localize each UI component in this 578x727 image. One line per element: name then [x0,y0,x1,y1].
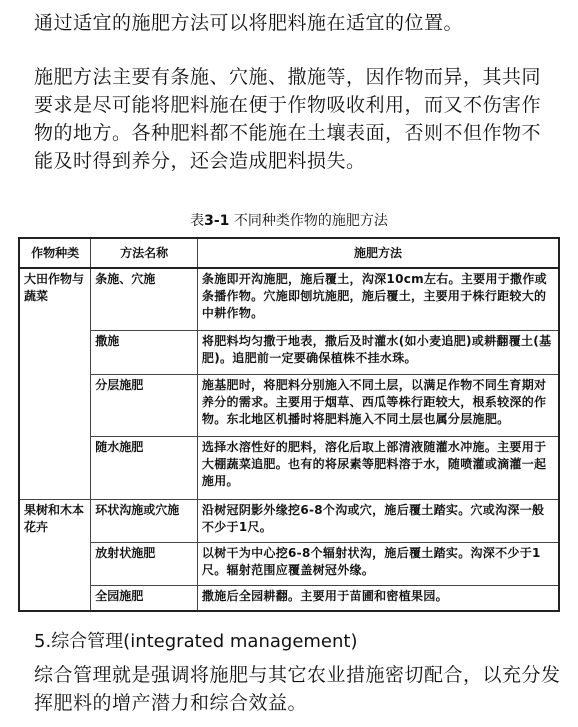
table-caption [0,211,578,231]
caption-prefix: 表 [190,213,205,229]
method-description-cell: 以树干为中心挖6-8个辐射状沟，施后覆土踏实。沟深不少于1尺。辐射范围应覆盖树冠外缘。 [197,542,559,585]
table-row [19,374,559,436]
section-title: 综合管理(integrated management) [51,631,358,652]
table-row [19,499,559,542]
caption-number: 3-1 [204,213,230,229]
method-name-cell: 环状沟施或穴施 [91,499,198,542]
method-name-cell: 撒施 [91,331,198,374]
method-description-cell: 撒施后全园耕翻。主要用于苗圃和密植果园。 [197,586,559,611]
method-name-cell: 条施、穴施 [91,268,198,331]
table-header-row [19,238,559,268]
method-name-cell: 随水施肥 [91,437,198,499]
fertilization-methods-table [18,237,560,612]
crop-type-cell: 果树和木本花卉 [19,499,91,611]
method-description-cell: 将肥料均匀撒于地表，撒后及时灌水(如小麦追肥)或耕翻覆土(基肥)。追肥前一定要确保植株不挂水珠。 [197,331,559,374]
caption-text: 不同种类作物的施肥方法 [229,213,388,229]
header-method-name: 方法名称 [91,238,198,268]
method-description-cell: 选择水溶性好的肥料，溶化后取上部清液随灌水冲施。主要用于大棚蔬菜追肥。也有的将尿素等肥料溶于水，随喷灌或滴灌一起施用。 [197,437,559,499]
crop-type-cell: 大田作物与蔬菜 [19,268,91,499]
table-row [19,586,559,611]
method-name-cell: 全园施肥 [91,586,198,611]
section-number: 5. [34,631,52,652]
table-row [19,437,559,499]
table-row [19,542,559,585]
method-description-cell: 沿树冠阴影外缘挖6-8个沟或穴，施后覆土踏实。穴或沟深一般不少于1尺。 [197,499,559,542]
main-paragraph: 施肥方法主要有条施、穴施、撒施等，因作物而异，其共同要求是尽可能将肥料施在便于作物吸收利用，而又不伤害作物的地方。各种肥料都不能施在土壤表面，否则不但作物不能及时得到养分，还会造成肥料损失。 [34,66,542,172]
closing-paragraph: 综合管理就是强调将施肥与其它农业措施密切配合，以充分发挥肥料的增产潜力和综合效益。 [34,664,561,714]
table-row [19,331,559,374]
table-row [19,268,559,331]
method-description-cell: 条施即开沟施肥，施后覆土，沟深10cm左右。主要用于撒作或条播作物。穴施即刨坑施肥，施后覆土，主要用于株行距较大的中耕作物。 [197,268,559,331]
method-name-cell: 放射状施肥 [91,542,198,585]
method-name-cell: 分层施肥 [91,374,198,436]
header-crop-type: 作物种类 [19,238,91,268]
method-description-cell: 施基肥时，将肥料分别施入不同土层，以满足作物不同生育期对养分的需求。主要用于烟草、西瓜等株行距较大，根系较深的作物。东北地区机播时将肥料施入不同土层也属分层施肥。 [197,374,559,436]
header-method-description: 施肥方法 [197,238,559,268]
intro-line: 通过适宜的施肥方法可以将肥料施在适宜的位置。 [34,12,464,34]
section-heading [34,630,358,654]
